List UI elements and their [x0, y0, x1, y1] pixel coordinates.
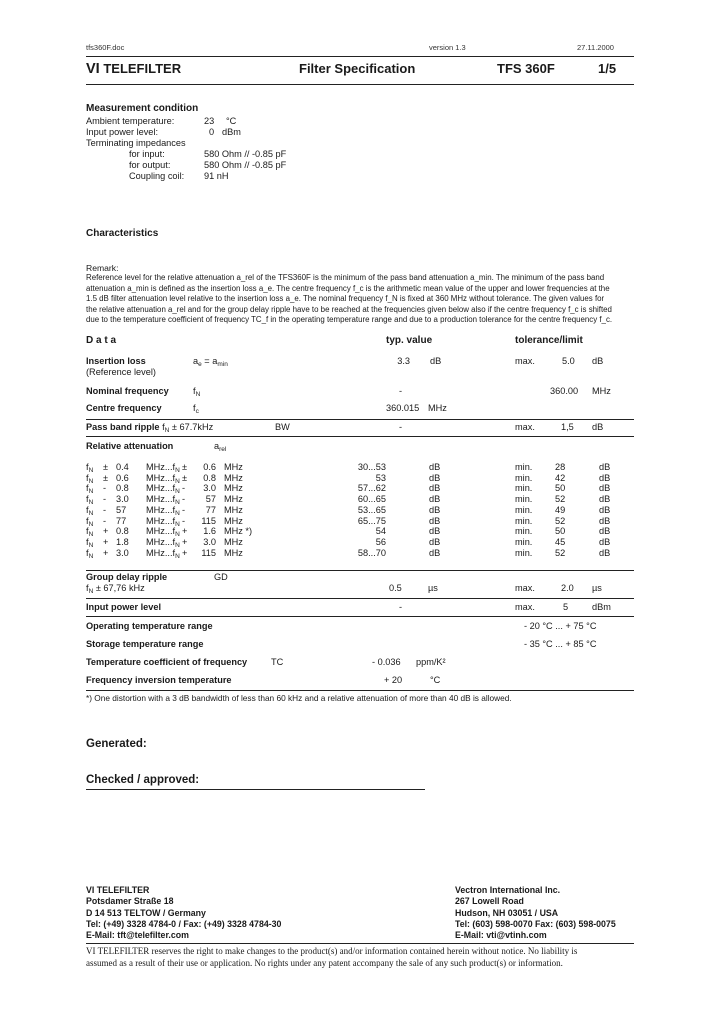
mc-value: 580 Ohm // -0.85 pF: [204, 160, 287, 170]
lim-value: 42: [555, 472, 566, 483]
row-rule: [86, 690, 634, 691]
typ-unit: dB: [429, 462, 441, 472]
mc-value: 580 Ohm // -0.85 pF: [204, 149, 287, 159]
mc-label: Input power level:: [86, 127, 159, 137]
sign-start: -: [103, 494, 107, 505]
group-delay-label: Group delay ripple: [86, 572, 168, 582]
signature-line: [86, 789, 425, 790]
lim-value: 28: [555, 462, 566, 472]
remark-line: 1.5 dB filter attenuation level relative to the insertion loss a_e. The nominal frequency f_N is fixed at 360 MHz without tolerance. The given values for: [86, 294, 605, 304]
mc-unit: dBm: [222, 127, 241, 137]
row-rule: [86, 616, 634, 617]
tolerance-limit-header: tolerance/limit: [515, 335, 583, 346]
typ-value: 57...62: [357, 483, 386, 494]
filename: tfs360F.doc: [86, 43, 125, 52]
range-sep: $MHz...f_N$: [146, 472, 180, 485]
temp-coeff-typ: - 0.036: [372, 657, 401, 667]
company-name: TELEFILTER: [103, 61, 182, 76]
lim-type: min.: [515, 515, 533, 526]
lim-value: 50: [555, 526, 566, 537]
unit-mhz: MHz: [224, 504, 243, 515]
mc-label: Ambient temperature:: [86, 116, 175, 126]
sign-end: ±: [182, 472, 188, 483]
pass-band-ripple-lim-unit: dB: [592, 422, 604, 432]
freq-start: 1.8: [116, 536, 129, 547]
row-rule: [86, 419, 634, 420]
relative-attenuation-symbol: $a_{rel}$: [214, 441, 227, 453]
row-rule: [86, 436, 634, 437]
sign-start: +: [103, 526, 109, 537]
footer-right-line: 267 Lowell Road: [455, 896, 524, 907]
nominal-frequency-lim: 360.00: [550, 386, 579, 396]
group-delay-lim-type: max.: [515, 583, 535, 593]
lim-unit: dB: [599, 462, 611, 472]
centre-frequency-typ-unit: MHz: [428, 403, 447, 413]
nominal-frequency-label: Nominal frequency: [86, 386, 169, 396]
insertion-loss-lim: 5.0: [562, 356, 575, 366]
version: version 1.3: [429, 43, 466, 52]
unit-mhz: MHz: [224, 536, 243, 547]
footnote: *) One distortion with a 3 dB bandwidth of less than 60 kHz and a relative attenuation of more than 40 dB is allowed.: [86, 693, 512, 703]
mc-value: 0: [209, 127, 215, 137]
freq-end: 0.6: [203, 462, 216, 472]
footer-right-line: Hudson, NH 03051 / USA: [455, 907, 559, 918]
generated-label: Generated:: [86, 738, 147, 750]
lim-value: 52: [555, 494, 566, 505]
disclaimer: [86, 945, 577, 969]
sign-end: -: [182, 494, 186, 505]
typ-value: 60...65: [357, 494, 386, 505]
fn-symbol: $f_N$: [86, 483, 94, 496]
freq-end: 57: [205, 494, 216, 505]
range-sep: $MHz...f_N$: [146, 494, 180, 507]
footer-address-right: [455, 885, 616, 941]
remark-text: [86, 273, 612, 326]
footer-right-line: Vectron International Inc.: [455, 885, 561, 895]
typ-unit: dB: [429, 526, 441, 537]
centre-frequency-symbol: $f_c$: [193, 403, 199, 415]
freq-start: 0.8: [116, 483, 129, 494]
data-header: D a t a: [86, 335, 117, 346]
freq-start: 0.6: [116, 472, 129, 483]
range-sep: $MHz...f_N$: [146, 547, 180, 560]
pass-band-ripple-symbol: BW: [275, 422, 290, 432]
lim-type: min.: [515, 547, 533, 558]
header-rule-bottom: [86, 84, 634, 85]
footer-right-line: Tel: (603) 598-0070 Fax: (603) 598-0075: [455, 918, 616, 929]
lim-value: 49: [555, 504, 566, 515]
input-power-lim-type: max.: [515, 602, 535, 612]
row-rule: [86, 598, 634, 599]
sign-start: +: [103, 536, 109, 547]
typ-value-header: typ. value: [386, 335, 433, 346]
operating-temp-label: Operating temperature range: [86, 621, 213, 631]
lim-unit: dB: [599, 536, 611, 547]
storage-temp-value: - 35 °C ... + 85 °C: [524, 639, 597, 649]
lim-unit: dB: [599, 472, 611, 483]
measurement-condition-title: Measurement condition: [86, 103, 199, 114]
lim-type: min.: [515, 462, 533, 472]
inversion-temp-unit: °C: [430, 675, 441, 685]
typ-unit: dB: [429, 483, 441, 494]
typ-unit: dB: [429, 494, 441, 505]
temp-coeff-symbol: TC: [271, 657, 284, 667]
range-sep: $MHz...f_N$: [146, 526, 180, 539]
input-power-label: Input power level: [86, 602, 162, 612]
remark-line: Reference level for the relative attenuation a_rel of the TFS360F is the minimum of the pass band attenuation a_min. The minimum of the pass band: [86, 273, 605, 282]
sign-end: -: [182, 515, 186, 526]
nominal-frequency-lim-unit: MHz: [592, 386, 611, 396]
freq-start: 57: [116, 504, 127, 515]
lim-type: min.: [515, 472, 533, 483]
sign-end: +: [182, 547, 188, 558]
lim-value: 45: [555, 536, 566, 547]
pass-band-ripple-typ: -: [399, 422, 403, 432]
mc-label: Terminating impedances: [86, 138, 186, 148]
sign-end: -: [182, 504, 186, 515]
group-delay-symbol: GD: [214, 572, 228, 582]
insertion-loss-typ: 3.3: [397, 356, 410, 366]
disclaimer-line: assumed as a result of their use or application. No rights under any patent accompany the sale of any such product(s) or information.: [86, 958, 563, 968]
unit-mhz: MHz: [224, 472, 243, 483]
lim-unit: dB: [599, 504, 611, 515]
typ-value: 53: [375, 472, 386, 483]
mc-label: Coupling coil:: [129, 171, 185, 181]
freq-start: 3.0: [116, 494, 129, 505]
temp-coeff-unit: ppm/K²: [416, 657, 446, 667]
nominal-frequency-typ: -: [399, 386, 403, 396]
sign-start: ±: [103, 462, 109, 472]
input-power-lim-unit: dBm: [592, 602, 611, 612]
lim-type: min.: [515, 494, 533, 505]
remark-line: attenuation a_min is defined as the insertion loss a_e. The centre frequency f_c is the arithmetic mean value of the upper and lower frequencies at the: [86, 283, 610, 293]
sign-end: -: [182, 483, 186, 494]
group-delay-typ: 0.5: [389, 583, 402, 593]
insertion-loss-symbol: $a_e = a_{min}$: [193, 356, 228, 368]
characteristics-title: Characteristics: [86, 228, 159, 239]
group-delay-typ-unit: µs: [428, 583, 438, 593]
mc-label: for input:: [129, 149, 165, 159]
fn-symbol: $f_N$: [86, 462, 94, 474]
typ-value: 56: [375, 536, 386, 547]
lim-unit: dB: [599, 526, 611, 537]
centre-frequency-label: Centre frequency: [86, 403, 162, 413]
fn-symbol: $f_N$: [86, 494, 94, 507]
unit-mhz: MHz: [224, 462, 243, 472]
range-sep: $MHz...f_N$: [146, 504, 180, 517]
lim-unit: dB: [599, 515, 611, 526]
footer-left-line: VI TELEFILTER: [86, 885, 150, 895]
freq-end: 115: [201, 547, 216, 558]
fn-symbol: $f_N$: [86, 515, 94, 528]
insertion-loss-label: Insertion loss: [86, 356, 146, 366]
unit-mhz: MHz: [224, 483, 243, 494]
typ-value: 54: [375, 526, 386, 537]
remark-line: due to the temperature coefficient of frequency TC_f in the operating temperature range and due to a production tolerance for the centre frequency f_c.: [86, 315, 613, 325]
lim-type: min.: [515, 536, 533, 547]
typ-unit: dB: [429, 547, 441, 558]
freq-start: 77: [116, 515, 127, 526]
footer-address-left: [86, 885, 281, 941]
range-sep: $MHz...f_N$: [146, 536, 180, 549]
company-prefix: VI: [86, 61, 100, 77]
freq-end: 3.0: [203, 536, 216, 547]
footer-left-line: Tel: (+49) 3328 4784-0 / Fax: (+49) 3328 4784-30: [86, 918, 282, 929]
lim-unit: dB: [599, 483, 611, 494]
freq-end: 1.6: [203, 526, 216, 537]
range-sep: $MHz...f_N$: [146, 483, 180, 496]
freq-start: 0.4: [116, 462, 129, 472]
sign-end: ±: [182, 462, 188, 472]
row-rule: [86, 570, 634, 571]
temp-coeff-label: Temperature coefficient of frequency: [86, 657, 248, 667]
typ-unit: dB: [429, 472, 441, 483]
typ-unit: dB: [429, 536, 441, 547]
relative-attenuation-label: Relative attenuation: [86, 441, 174, 451]
insertion-loss-sublabel: (Reference level): [86, 367, 156, 377]
lim-type: min.: [515, 483, 533, 494]
input-power-lim: 5: [563, 602, 569, 612]
inversion-temp-typ: + 20: [384, 675, 403, 685]
freq-start: 0.8: [116, 526, 129, 537]
nominal-frequency-symbol: $f_N$: [193, 386, 201, 398]
lim-type: min.: [515, 504, 533, 515]
sign-start: -: [103, 515, 107, 526]
freq-end: 115: [201, 515, 216, 526]
lim-value: 52: [555, 547, 566, 558]
lim-value: 50: [555, 483, 566, 494]
freq-start: 3.0: [116, 547, 129, 558]
company-logo: [86, 61, 181, 77]
remark-line: the relative attenuation a_rel and for the group delay ripple have to be reached at the frequencies given below also if the centre frequency f_c is shifted: [86, 304, 612, 314]
lim-unit: dB: [599, 547, 611, 558]
pass-band-ripple-lim-type: max.: [515, 422, 535, 432]
insertion-loss-typ-unit: dB: [430, 356, 442, 366]
footer-left-line: Potsdamer Straße 18: [86, 896, 174, 907]
typ-value: 30...53: [357, 462, 386, 472]
mc-label: for output:: [129, 160, 171, 170]
unit-mhz: MHz *): [224, 526, 253, 537]
insertion-loss-lim-type: max.: [515, 356, 535, 366]
unit-mhz: MHz: [224, 515, 243, 526]
sign-end: +: [182, 536, 188, 547]
fn-symbol: $f_N$: [86, 536, 94, 549]
fn-symbol: $f_N$: [86, 547, 94, 560]
pass-band-ripple-lim: 1,5: [561, 422, 574, 432]
sign-end: +: [182, 526, 188, 537]
range-sep: $MHz...f_N$: [146, 515, 180, 528]
freq-end: 3.0: [203, 483, 216, 494]
storage-temp-label: Storage temperature range: [86, 639, 204, 649]
typ-unit: dB: [429, 504, 441, 515]
unit-mhz: MHz: [224, 547, 243, 558]
mc-value: 23: [204, 116, 215, 126]
group-delay-condition: $f_N \pm 67,76$ kHz: [86, 583, 145, 595]
lim-type: min.: [515, 526, 533, 537]
sign-start: -: [103, 483, 107, 494]
footer-left-email[interactable]: E-Mail: tft@telefilter.com: [86, 930, 189, 941]
remark-label: Remark:: [86, 263, 119, 273]
unit-mhz: MHz: [224, 494, 243, 505]
mc-value: 91 nH: [204, 171, 229, 181]
group-delay-lim: 2.0: [561, 583, 574, 593]
operating-temp-value: - 20 °C ... + 75 °C: [524, 621, 597, 631]
footer-left-line: D 14 513 TELTOW / Germany: [86, 907, 206, 918]
part-number: TFS 360F: [497, 61, 555, 76]
range-sep: $MHz...f_N$: [146, 462, 180, 474]
lim-value: 52: [555, 515, 566, 526]
header-rule-top: [86, 56, 634, 57]
typ-value: 65...75: [357, 515, 386, 526]
centre-frequency-typ: 360.015: [386, 403, 420, 413]
mc-unit: °C: [226, 116, 237, 126]
insertion-loss-lim-unit: dB: [592, 356, 604, 366]
footer-rule: [86, 943, 634, 944]
typ-value: 58...70: [357, 547, 386, 558]
inversion-temp-label: Frequency inversion temperature: [86, 675, 232, 685]
sign-start: +: [103, 547, 109, 558]
fn-symbol: $f_N$: [86, 504, 94, 517]
date: 27.11.2000: [577, 43, 614, 52]
freq-end: 0.8: [203, 472, 216, 483]
pass-band-ripple-label: Pass band ripple $f_N \pm 67.7kHz$: [86, 422, 214, 434]
typ-value: 53...65: [357, 504, 386, 515]
disclaimer-line: VI TELEFILTER reserves the right to make changes to the product(s) and/or information contained herein without notice. No liability is: [86, 946, 578, 956]
typ-unit: dB: [429, 515, 441, 526]
input-power-typ: -: [399, 602, 403, 612]
fn-symbol: $f_N$: [86, 526, 94, 539]
lim-unit: dB: [599, 494, 611, 505]
group-delay-lim-unit: µs: [592, 583, 602, 593]
fn-symbol: $f_N$: [86, 472, 94, 485]
checked-approved-label: Checked / approved:: [86, 774, 200, 786]
doc-title: Filter Specification: [299, 61, 416, 76]
page-number: 1/5: [598, 61, 617, 76]
sign-start: -: [103, 504, 107, 515]
freq-end: 77: [205, 504, 216, 515]
footer-right-email[interactable]: E-Mail: vti@vtinh.com: [455, 930, 547, 941]
sign-start: ±: [103, 472, 109, 483]
